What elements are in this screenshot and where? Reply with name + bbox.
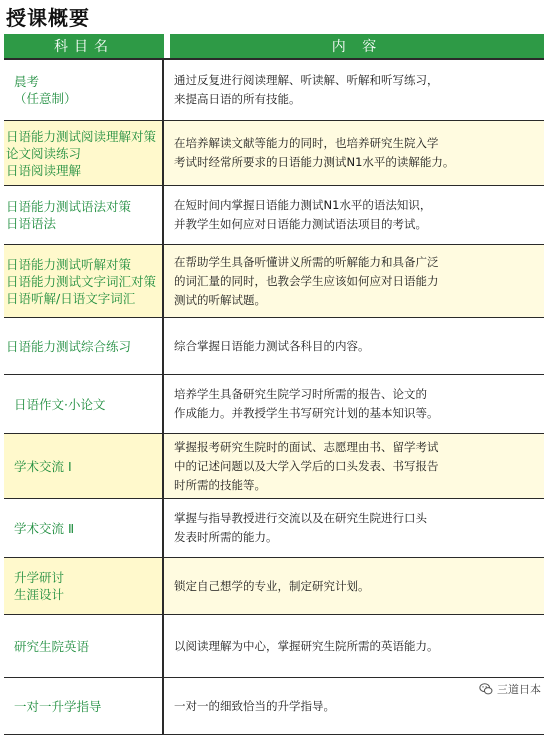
- subject-cell: [4, 678, 162, 734]
- course-table: [4, 34, 544, 735]
- header-subject: 科目名: [4, 34, 164, 58]
- content-cell: [164, 245, 544, 317]
- content-cell: [164, 558, 544, 614]
- table-row: [4, 186, 544, 245]
- subject-cell: [4, 434, 162, 498]
- table-row: [4, 434, 544, 499]
- content-line: 掌握与指导教授进行交流以及在研究生院进行口头: [174, 511, 427, 525]
- subject-line: 学术交流 Ⅰ: [14, 458, 72, 474]
- table-row: [4, 558, 544, 615]
- content-line: 在短时间内掌握日语能力测试N1水平的语法知识，: [174, 198, 432, 212]
- subject-line: 日语阅读理解: [6, 162, 82, 178]
- subject-cell: [4, 121, 162, 185]
- content-line: 掌握报考研究生院时的面试、志愿理由书、留学考试: [174, 439, 439, 454]
- content-line: 以阅读理解为中心，掌握研究生院所需的英语能力。: [174, 638, 439, 653]
- content-cell: [164, 375, 544, 433]
- content-line: 通过反复进行阅读理解、听读解、听解和听写练习，: [174, 73, 439, 87]
- subject-cell: [4, 186, 162, 244]
- content-cell: [164, 615, 544, 677]
- content-cell: [164, 434, 544, 498]
- subject-cell: [4, 558, 162, 614]
- page-title: 授课概要: [6, 6, 90, 30]
- wechat-icon: [479, 682, 493, 696]
- subject-line: 晨考: [14, 74, 40, 89]
- content-line: 作成能力。并教授学生书写研究计划的基本知识等。: [174, 406, 439, 420]
- subject-line: 日语能力测试综合练习: [6, 338, 132, 354]
- watermark: [479, 681, 541, 697]
- content-line: 发表时所需的能力。: [174, 530, 278, 544]
- subject-line: 生涯设计: [14, 587, 65, 602]
- table-row: [4, 499, 544, 558]
- subject-line: 日语能力测试听解对策: [6, 256, 132, 272]
- table-row: [4, 245, 544, 318]
- subject-line: 论文阅读练习: [6, 145, 82, 161]
- content-line: 锁定自己想学的专业，制定研究计划。: [174, 578, 370, 593]
- content-line: 来提高日语的所有技能。: [174, 92, 301, 106]
- content-line: 一对一的细致恰当的升学指导。: [174, 698, 335, 713]
- content-line: 测试的听解试题。: [174, 292, 266, 307]
- watermark-text: 三道日本: [497, 683, 541, 696]
- content-cell: [164, 121, 544, 185]
- subject-cell: [4, 499, 162, 557]
- subject-cell: [4, 615, 162, 677]
- table-row: [4, 678, 544, 735]
- content-cell: [164, 499, 544, 557]
- table-row: [4, 375, 544, 434]
- subject-line: 研究生院英语: [14, 638, 90, 654]
- content-line: 在帮助学生具备听懂讲义所需的听解能力和具备广泛: [174, 254, 439, 269]
- subject-cell: [4, 60, 162, 120]
- content-line: 在培养解读文献等能力的同时，也培养研究生院入学: [174, 136, 439, 150]
- table-header: [4, 34, 544, 58]
- subject-line: 一对一升学指导: [14, 698, 102, 714]
- content-line: 考试时经常所要求的日语能力测试N1水平的读解能力。: [174, 155, 455, 169]
- subject-line: 日语能力测试文字词汇对策: [6, 273, 157, 289]
- content-line: 培养学生具备研究生院学习时所需的报告、论文的: [174, 387, 427, 401]
- content-line: 的词汇量的同时，也教会学生应该如何应对日语能力: [174, 273, 439, 288]
- content-line: 时所需的技能等。: [174, 477, 266, 492]
- subject-cell: [4, 245, 162, 317]
- content-cell: [164, 60, 544, 120]
- content-cell: [164, 186, 544, 244]
- subject-line: 日语语法: [6, 216, 57, 231]
- subject-cell: [4, 318, 162, 374]
- subject-line: 日语能力测试语法对策: [6, 199, 132, 214]
- content-line: 并教学生如何应对日语能力测试语法项目的考试。: [174, 217, 427, 231]
- table-row: [4, 58, 544, 121]
- subject-line: 升学研讨: [14, 570, 65, 585]
- subject-line: 学术交流 Ⅱ: [14, 520, 75, 536]
- table-row: [4, 318, 544, 375]
- subject-line: 日语能力测试阅读理解对策: [6, 128, 157, 144]
- subject-line: （任意制）: [14, 91, 77, 106]
- header-content: 内 容: [170, 34, 544, 58]
- content-line: 综合掌握日语能力测试各科目的内容。: [174, 338, 370, 353]
- table-row: [4, 615, 544, 678]
- table-row: [4, 121, 544, 186]
- subject-line: 日语听解/日语文字词汇: [6, 290, 136, 306]
- content-cell: [164, 318, 544, 374]
- content-line: 中的记述问题以及大学入学后的口头发表、书写报告: [174, 458, 439, 473]
- subject-line: 日语作文·小论文: [14, 396, 106, 412]
- subject-cell: [4, 375, 162, 433]
